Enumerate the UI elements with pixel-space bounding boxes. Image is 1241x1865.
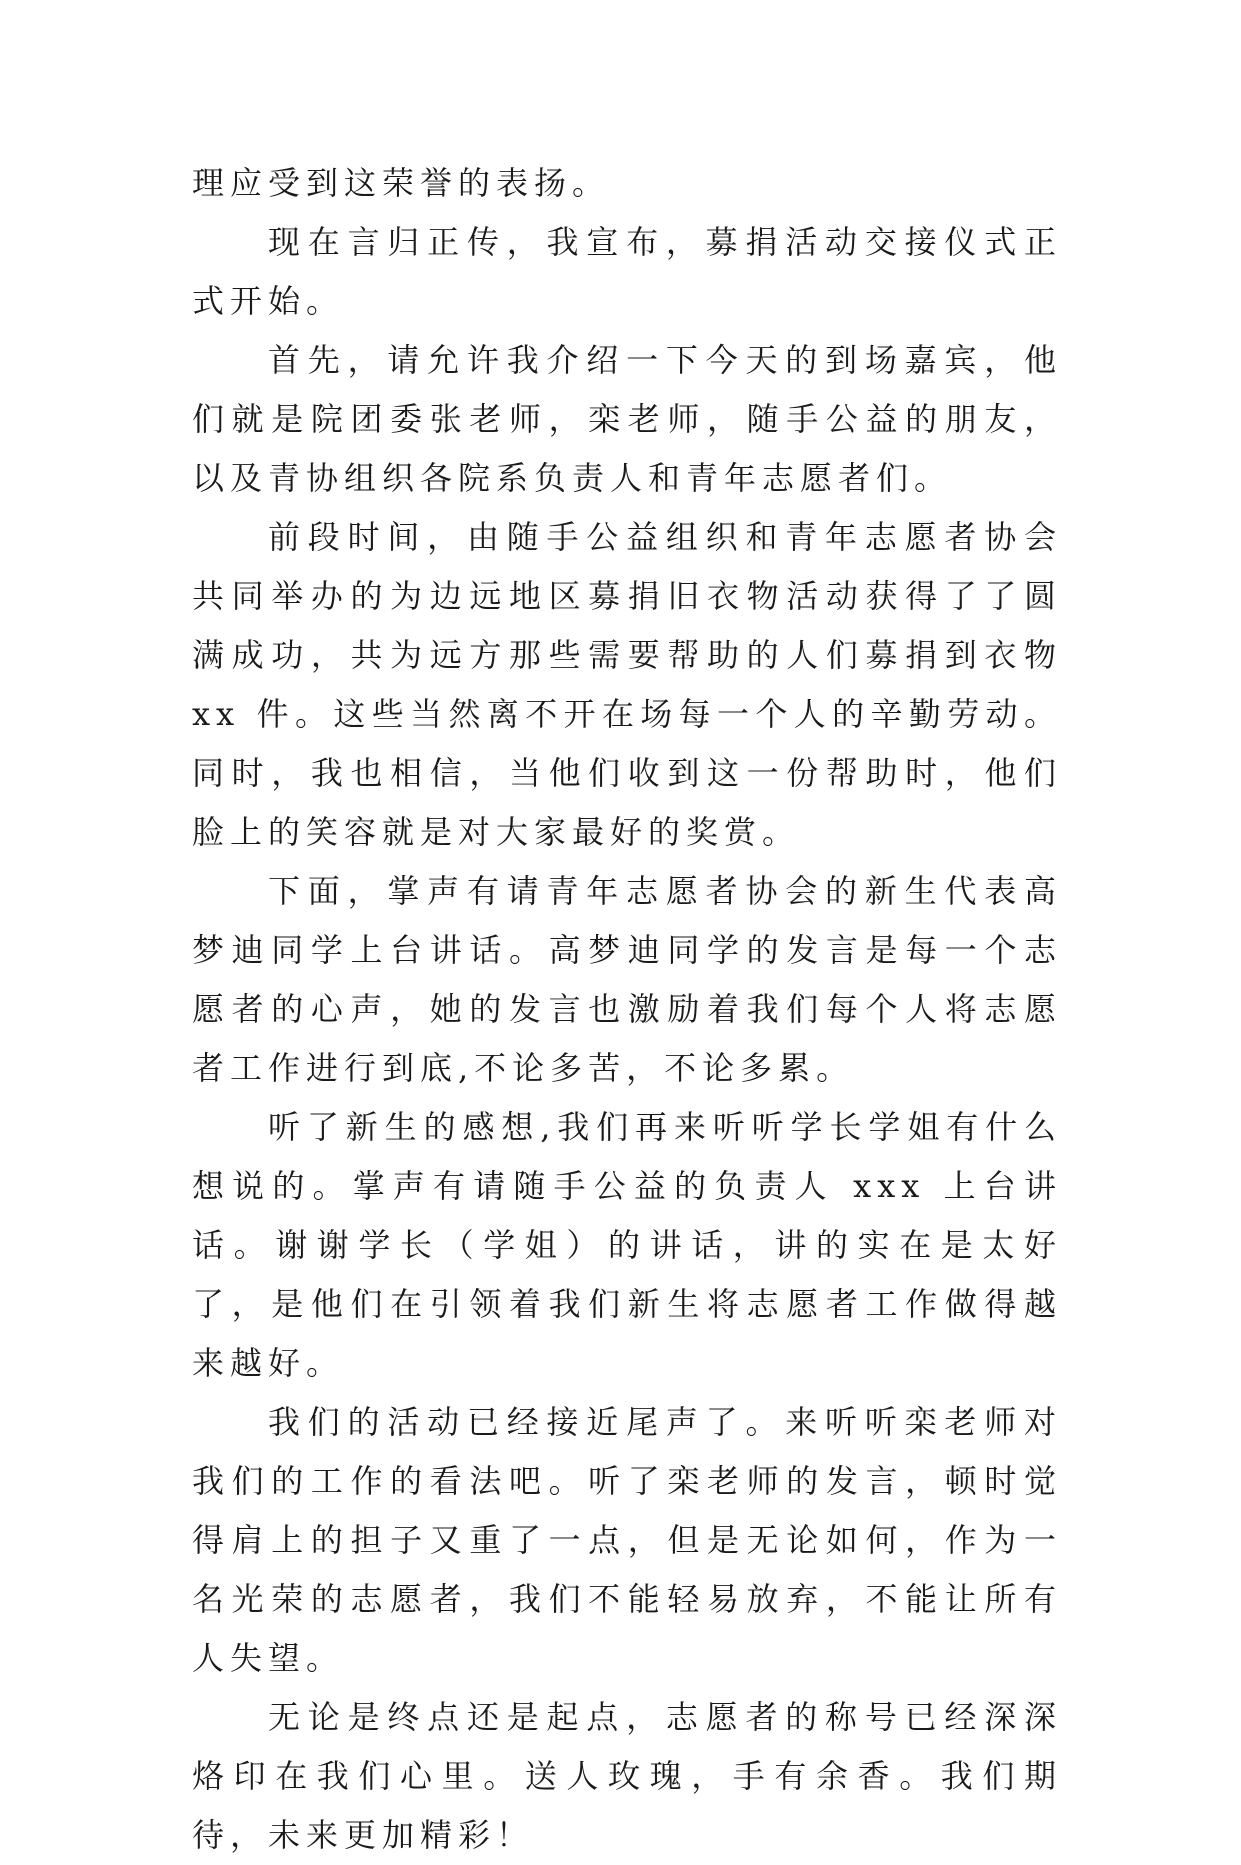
paragraph-3: 首先，请允许我介绍一下今天的到场嘉宾，他们就是院团委张老师，栾老师，随手公益的朋友，以及青协组织各院系负责人和青年志愿者们。 — [192, 341, 1062, 497]
paragraph-6: 听了新生的感想,我们再来听听学长学姐有什么想说的。掌声有请随手公益的负责人 xxx 上台讲话。谢谢学长（学姐）的讲话，讲的实在是太好了，是他们在引领着我们新生将志愿者工作做得越来越好。 — [192, 1108, 1062, 1382]
paragraph-2: 现在言归正传，我宣布，募捐活动交接仪式正式开始。 — [192, 223, 1062, 320]
paragraph-1: 理应受到这荣誉的表扬。 — [192, 164, 611, 202]
paragraph-8: 无论是终点还是起点，志愿者的称号已经深深烙印在我们心里。送人玫瑰，手有余香。我们期待，未来更加精彩！ — [192, 1698, 1062, 1854]
paragraph-4: 前段时间，由随手公益组织和青年志愿者协会共同举办的为边远地区募捐旧衣物活动获得了了圆满成功，共为远方那些需要帮助的人们募捐到衣物 xx 件。这些当然离不开在场每一个人的辛勤劳动。同时，我也相信，当他们收到这一份帮助时，他们脸上的笑容就是对大家最好的奖赏。 — [192, 518, 1062, 851]
document-body — [192, 154, 1062, 1865]
paragraph-7: 我们的活动已经接近尾声了。来听听栾老师对我们的工作的看法吧。听了栾老师的发言，顿时觉得肩上的担子又重了一点，但是无论如何，作为一名光荣的志愿者，我们不能轻易放弃，不能让所有人失望。 — [192, 1403, 1062, 1677]
paragraph-5: 下面，掌声有请青年志愿者协会的新生代表高梦迪同学上台讲话。高梦迪同学的发言是每一个志愿者的心声，她的发言也激励着我们每个人将志愿者工作进行到底,不论多苦，不论多累。 — [192, 872, 1062, 1087]
